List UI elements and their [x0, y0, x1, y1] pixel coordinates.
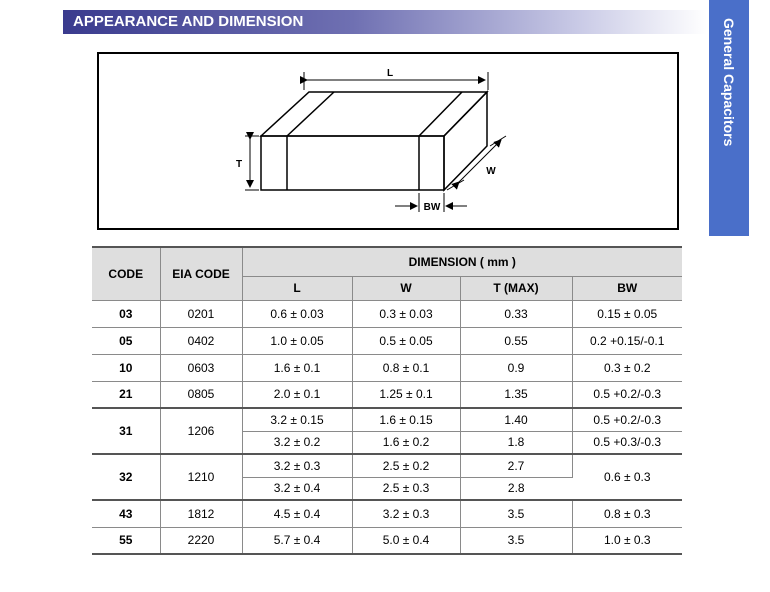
cell-bw: 0.8 ± 0.3 — [572, 500, 682, 527]
table-row — [92, 300, 682, 327]
cell-l: 3.2 ± 0.4 — [242, 477, 352, 500]
section-title: APPEARANCE AND DIMENSION — [63, 10, 707, 34]
header-dimension: DIMENSION ( mm ) — [242, 247, 682, 276]
header-bw: BW — [572, 276, 682, 300]
header-l: L — [242, 276, 352, 300]
cell-w: 2.5 ± 0.2 — [352, 454, 460, 477]
cell-bw: 0.5 +0.3/-0.3 — [572, 431, 682, 454]
table-row — [92, 527, 682, 554]
cell-eia: 1210 — [160, 454, 242, 500]
header-t: T (MAX) — [460, 276, 572, 300]
cell-eia: 0603 — [160, 354, 242, 381]
cell-l: 4.5 ± 0.4 — [242, 500, 352, 527]
cell-code: 03 — [92, 300, 160, 327]
cell-eia: 0201 — [160, 300, 242, 327]
cell-bw: 0.2 +0.15/-0.1 — [572, 327, 682, 354]
cell-w: 1.6 ± 0.15 — [352, 408, 460, 431]
cell-eia: 1812 — [160, 500, 242, 527]
side-tab[interactable] — [709, 0, 749, 236]
table-row — [92, 408, 682, 431]
table-row — [92, 454, 682, 477]
cell-eia: 0402 — [160, 327, 242, 354]
header-w: W — [352, 276, 460, 300]
cell-w: 0.3 ± 0.03 — [352, 300, 460, 327]
cell-l: 3.2 ± 0.15 — [242, 408, 352, 431]
cell-l: 3.2 ± 0.2 — [242, 431, 352, 454]
cell-t: 3.5 — [460, 527, 572, 554]
table-row — [92, 500, 682, 527]
cell-bw: 0.6 ± 0.3 — [572, 454, 682, 500]
cell-bw: 0.3 ± 0.2 — [572, 354, 682, 381]
side-tab-label: General Capacitors — [721, 18, 737, 147]
cell-w: 0.8 ± 0.1 — [352, 354, 460, 381]
table-header-row — [92, 247, 682, 276]
cell-w: 1.25 ± 0.1 — [352, 381, 460, 408]
cell-w: 3.2 ± 0.3 — [352, 500, 460, 527]
appearance-figure — [97, 52, 679, 230]
cell-bw: 0.5 +0.2/-0.3 — [572, 381, 682, 408]
header-eia: EIA CODE — [160, 247, 242, 300]
cell-t: 1.40 — [460, 408, 572, 431]
cell-code: 55 — [92, 527, 160, 554]
chip-front-face — [261, 136, 444, 190]
table-row — [92, 327, 682, 354]
cell-code: 21 — [92, 381, 160, 408]
cell-t: 0.9 — [460, 354, 572, 381]
cell-l: 1.6 ± 0.1 — [242, 354, 352, 381]
cell-t: 2.8 — [460, 477, 572, 500]
cell-t: 1.8 — [460, 431, 572, 454]
cell-t: 1.35 — [460, 381, 572, 408]
cell-l: 2.0 ± 0.1 — [242, 381, 352, 408]
cell-l: 3.2 ± 0.3 — [242, 454, 352, 477]
cell-bw: 0.5 +0.2/-0.3 — [572, 408, 682, 431]
cell-bw: 1.0 ± 0.3 — [572, 527, 682, 554]
table-row — [92, 354, 682, 381]
cell-w: 1.6 ± 0.2 — [352, 431, 460, 454]
cell-l: 5.7 ± 0.4 — [242, 527, 352, 554]
cell-w: 5.0 ± 0.4 — [352, 527, 460, 554]
cell-t: 0.55 — [460, 327, 572, 354]
label-bw: BW — [423, 202, 441, 213]
cell-l: 1.0 ± 0.05 — [242, 327, 352, 354]
cell-eia: 1206 — [160, 408, 242, 454]
cell-code: 32 — [92, 454, 160, 500]
cell-bw: 0.15 ± 0.05 — [572, 300, 682, 327]
cell-t: 0.33 — [460, 300, 572, 327]
cell-w: 0.5 ± 0.05 — [352, 327, 460, 354]
cell-t: 2.7 — [460, 454, 572, 477]
table-row — [92, 381, 682, 408]
header-code: CODE — [92, 247, 160, 300]
cell-code: 05 — [92, 327, 160, 354]
cell-code: 10 — [92, 354, 160, 381]
label-t: T — [235, 159, 243, 170]
cell-t: 3.5 — [460, 500, 572, 527]
cell-l: 0.6 ± 0.03 — [242, 300, 352, 327]
capacitor-drawing — [99, 54, 677, 228]
cell-eia: 0805 — [160, 381, 242, 408]
label-w: W — [486, 166, 496, 177]
dimension-table — [92, 246, 682, 555]
label-l: L — [386, 68, 394, 79]
cell-eia: 2220 — [160, 527, 242, 554]
cell-w: 2.5 ± 0.3 — [352, 477, 460, 500]
cell-code: 43 — [92, 500, 160, 527]
cell-code: 31 — [92, 408, 160, 454]
